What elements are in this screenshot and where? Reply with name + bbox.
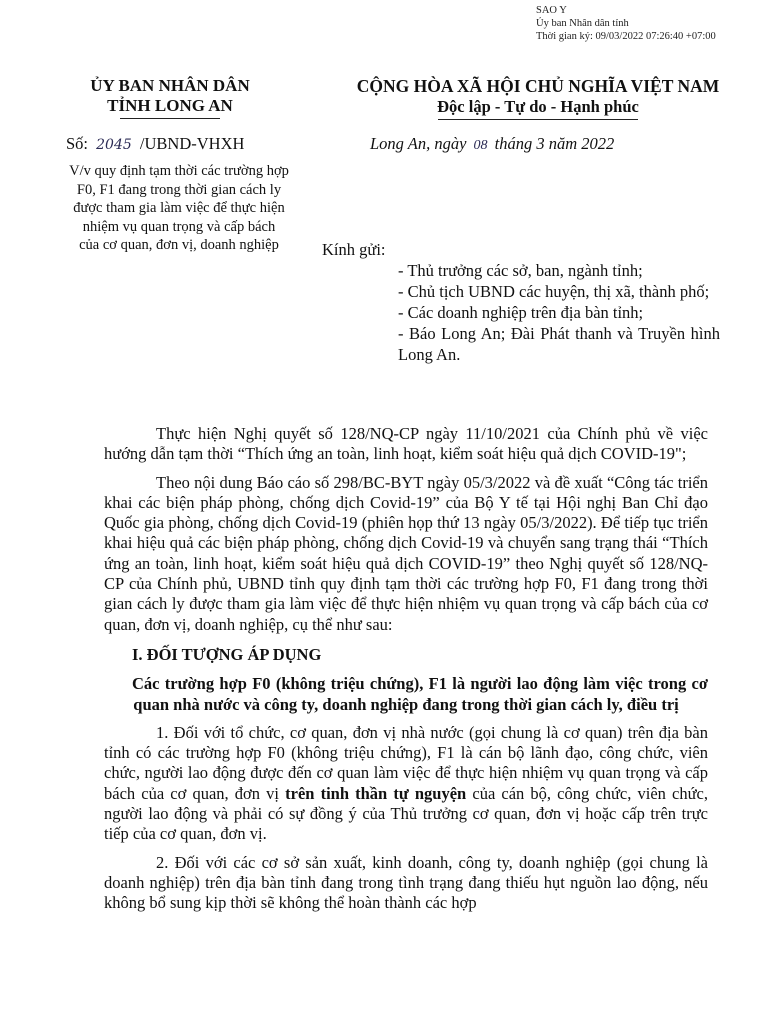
- stamp-line-3: Thời gian ký: 09/03/2022 07:26:40 +07:00: [536, 31, 716, 42]
- subject-line-3: được tham gia làm việc để thực hiện: [73, 200, 285, 216]
- doc-number-handwritten: 2045: [96, 137, 132, 153]
- paragraph-context: Theo nội dung Báo cáo số 298/BC-BYT ngày 05/3/2022 và đề xuất “Công tác triển khai các biện pháp phòng, chống dịch Covid-19” của Bộ Y tế tại Hội nghị Ban Chỉ đạo Quốc gia phòng, chống dịch Covid-19 (phiên họp thứ 13 ngày 05/3/2022). Để tiếp tục triển khai hiệu quả các biện pháp phòng, chống dịch Covid-19 và chuyển sang trạng thái “Thích ứng an toàn, linh hoạt, kiểm soát hiệu quả dịch COVID-19” theo Nghị quyết số 128/NQ-CP của Chính phủ, UBND tỉnh quy định tạm thời các trường hợp F0, F1 đang trong thời gian cách ly được tham gia làm việc để thực hiện nhiệm vụ quan trọng và cấp bách của cơ quan, đơn vị, doanh nghiệp, cụ thể như sau:: [104, 472, 708, 634]
- subject-block: [56, 162, 302, 255]
- authority-line-2: TỈNH LONG AN: [107, 96, 233, 115]
- authority-line-1: ỦY BAN NHÂN DÂN: [90, 76, 250, 95]
- nation-name: CỘNG HÒA XÃ HỘI CHỦ NGHĨA VIỆT NAM: [356, 76, 720, 96]
- item1-bold-text: trên tinh thần tự nguyện: [285, 783, 467, 803]
- paragraph-item-1: [104, 723, 708, 845]
- digital-signature-stamp: [536, 4, 716, 43]
- recipient-item: - Báo Long An; Đài Phát thanh và Truyền hình Long An.: [398, 324, 720, 364]
- recipients-label: Kính gửi:: [322, 240, 386, 259]
- item1-text-a: 1. Đối với tổ chức, cơ quan, đơn vị nhà nước (gọi chung là cơ quan) trên địa bàn tỉnh có các trường hợp F0 (không triệu chứng), F1 là cán bộ lãnh đạo, công chức, viên chức, người lao động được đến cơ quan làm việc để thực hiện nhiệm vụ quan trọng và cấp bách của cơ quan, đơn vị: [104, 722, 708, 803]
- document-number: [66, 134, 244, 154]
- subject-line-1: V/v quy định tạm thời các trường hợp: [69, 163, 289, 179]
- stamp-line-2: Ủy ban Nhân dân tỉnh: [536, 18, 629, 29]
- stamp-line-1: SAO Y: [536, 5, 567, 16]
- section-heading: I. ĐỐI TƯỢNG ÁP DỤNG: [132, 644, 322, 664]
- date-prefix: Long An, ngày: [370, 134, 467, 153]
- doc-number-suffix: /UBND-VHXH: [139, 134, 245, 153]
- doc-number-prefix: Số:: [66, 134, 89, 153]
- national-motto: Độc lập - Tự do - Hạnh phúc: [437, 97, 639, 116]
- recipients-list: [398, 260, 720, 365]
- date-day-handwritten: 08: [473, 138, 488, 153]
- subject-line-4: nhiệm vụ quan trọng và cấp bách: [82, 218, 276, 235]
- date-suffix: tháng 3 năm 2022: [494, 134, 615, 153]
- recipient-item: - Thủ trưởng các sở, ban, ngành tỉnh;: [398, 261, 643, 280]
- authority-underline: [120, 118, 220, 119]
- paragraph-legal-basis: Thực hiện Nghị quyết số 128/NQ-CP ngày 11/10/2021 của Chính phủ về việc hướng dẫn tạm thời “Thích ứng an toàn, linh hoạt, kiểm soát hiệu quả dịch COVID-19";: [104, 424, 708, 464]
- item1-text-b: của cán bộ, công chức, viên chức, người lao động và phải có sự đồng ý của Thủ trưởng cơ quan, đơn vị hoặc cấp trên trực tiếp của cơ quan, đơn vị.: [104, 783, 708, 844]
- bold-subheading: Các trường hợp F0 (không triệu chứng), F1 là người lao động làm việc trong cơ quan nhà nước và công ty, doanh nghiệp đang trong thời gian cách ly, điều trị: [132, 674, 708, 714]
- national-header: [318, 76, 758, 120]
- subject-line-2: F0, F1 đang trong thời gian cách ly: [76, 181, 282, 198]
- subject-line-5: của cơ quan, đơn vị, doanh nghiệp: [79, 237, 279, 253]
- paragraph-item-2: 2. Đối với các cơ sở sản xuất, kinh doanh, công ty, doanh nghiệp (gọi chung là doanh nghiệp) trên địa bàn tỉnh đang trong tình trạng đang thiếu hụt nguồn lao động, nếu không bổ sung kịp thời sẽ không thể hoàn thành các hợp: [104, 852, 708, 913]
- recipient-item: - Chủ tịch UBND các huyện, thị xã, thành phố;: [398, 282, 710, 301]
- date-line: [370, 134, 614, 154]
- document-body: [104, 424, 708, 914]
- motto-underline: [438, 119, 638, 120]
- recipient-item: - Các doanh nghiệp trên địa bàn tỉnh;: [398, 303, 644, 322]
- issuing-authority: [50, 76, 290, 119]
